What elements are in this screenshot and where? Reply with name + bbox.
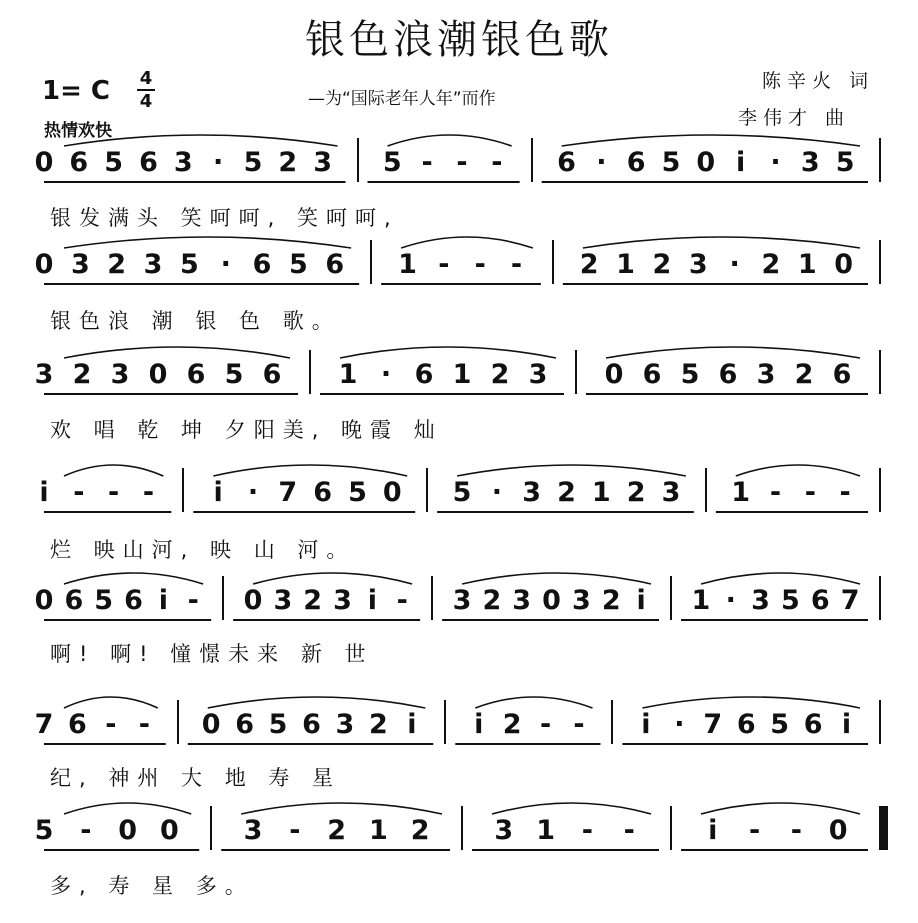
barline: [210, 806, 212, 850]
note: 3: [34, 359, 54, 390]
note: ·: [247, 477, 259, 508]
note: 2: [652, 249, 672, 280]
note: 6: [302, 709, 321, 740]
note: 3: [452, 585, 472, 616]
barline: [531, 138, 533, 182]
note: 3: [173, 147, 193, 178]
note: 6: [718, 359, 738, 390]
note: -: [539, 709, 552, 740]
barline: [879, 576, 881, 620]
note: 3: [243, 815, 263, 846]
barline: [370, 240, 372, 284]
note: 5: [348, 477, 367, 508]
note: -: [187, 585, 199, 616]
barline: [879, 806, 888, 850]
note: 3: [688, 249, 708, 280]
tempo-marking: 热情欢快: [44, 121, 112, 141]
note: ·: [491, 477, 502, 508]
slur-arc: [462, 573, 651, 584]
note: i: [641, 709, 651, 740]
note: i: [736, 147, 746, 178]
barline: [177, 700, 179, 744]
note: 5: [382, 147, 402, 178]
slur-arc: [457, 465, 686, 476]
note: ·: [213, 147, 224, 178]
note: i: [367, 585, 378, 616]
note: -: [73, 477, 85, 508]
barline: [705, 468, 707, 512]
note: 1: [536, 815, 555, 846]
slur-arc: [736, 465, 860, 476]
barline: [879, 240, 881, 284]
note: 6: [736, 709, 756, 740]
note: 3: [143, 249, 163, 280]
barline: [309, 350, 311, 394]
note: ·: [380, 359, 392, 390]
note: 3: [335, 709, 355, 740]
meter-denominator: 4: [139, 91, 153, 112]
note: -: [573, 709, 585, 740]
note: -: [142, 477, 155, 508]
note: 0: [382, 477, 402, 508]
note: i: [708, 815, 718, 846]
note: ·: [674, 709, 685, 740]
note: i: [158, 585, 169, 616]
note: i: [407, 709, 417, 740]
note: 6: [139, 147, 158, 178]
note: 5: [289, 249, 308, 280]
slur-arc: [64, 347, 290, 358]
slur-arc: [64, 465, 163, 476]
note: 2: [579, 249, 599, 280]
note: 6: [642, 359, 662, 390]
note: 2: [482, 585, 502, 616]
slur-arc: [388, 135, 512, 146]
note: 0: [696, 147, 716, 178]
barline: [182, 468, 184, 512]
note: 3: [313, 147, 333, 178]
note: -: [581, 815, 593, 846]
note: 2: [794, 359, 814, 390]
note: 2: [410, 815, 430, 846]
barline: [670, 576, 672, 620]
note: -: [748, 815, 761, 846]
note: 2: [72, 359, 92, 390]
note: i: [474, 709, 484, 740]
lyric-line: 欢 唱 乾 坤 夕阳美, 晚霞 灿: [50, 418, 443, 442]
note: 3: [70, 249, 90, 280]
note: 2: [557, 477, 576, 508]
lyric-line: 银色浪 潮 银 色 歌。: [50, 309, 341, 333]
lyric-line: 银发满头 笑呵呵, 笑呵呵,: [50, 206, 399, 230]
note: i: [213, 477, 223, 508]
note: ·: [725, 585, 736, 616]
note: 1: [797, 249, 817, 280]
note: 0: [243, 585, 263, 616]
meter-numerator: 4: [139, 68, 153, 89]
note: -: [474, 249, 486, 280]
lyric-line: 啊! 啊! 憧憬未来 新 世: [50, 642, 374, 666]
note: -: [289, 815, 301, 846]
note: 2: [490, 359, 510, 390]
lyric-line: 烂 映山河, 映 山 河。: [50, 538, 356, 562]
note: 0: [148, 359, 168, 390]
note: 2: [303, 585, 323, 616]
note: 5: [661, 147, 681, 178]
note: 6: [626, 147, 646, 178]
note: -: [105, 709, 117, 740]
barline: [222, 576, 224, 620]
barline: [444, 700, 446, 744]
note: 3: [661, 477, 681, 508]
note: -: [769, 477, 782, 508]
note: 5: [34, 815, 54, 846]
slur-arc: [606, 347, 860, 358]
note: 3: [512, 585, 532, 616]
note: 3: [800, 147, 820, 178]
note: 6: [414, 359, 434, 390]
note: 3: [494, 815, 514, 846]
barline: [575, 350, 577, 394]
note: 5: [224, 359, 244, 390]
note: 1: [338, 359, 358, 390]
note: 0: [34, 147, 54, 178]
slur-arc: [701, 573, 860, 584]
lyricist-credit: 陈辛火 词: [762, 70, 875, 92]
note: -: [790, 815, 802, 846]
note: -: [396, 585, 408, 616]
note: 6: [235, 709, 255, 740]
note: 5: [94, 585, 114, 616]
note: 7: [840, 585, 860, 616]
song-title: 银色浪潮银色歌: [305, 17, 613, 63]
note: ·: [729, 249, 740, 280]
note: -: [80, 815, 92, 846]
note: 1: [691, 585, 711, 616]
time-signature: [136, 68, 156, 112]
slur-arc: [213, 465, 407, 476]
barline: [879, 700, 881, 744]
slur-arc: [64, 573, 203, 584]
lyric-line: 纪, 神州 大 地 寿 星: [50, 766, 342, 790]
note: 7: [278, 477, 298, 508]
slur-arc: [64, 803, 191, 814]
note: 1: [616, 249, 635, 280]
slur-arc: [492, 803, 651, 814]
note: 2: [601, 585, 621, 616]
note: 1: [591, 477, 611, 508]
note: 2: [278, 147, 298, 178]
composer-credit: 李伟才 曲: [738, 107, 851, 129]
note: 0: [118, 815, 137, 846]
note: 6: [557, 147, 576, 178]
note: 6: [810, 585, 830, 616]
note: 0: [159, 815, 179, 846]
barline: [611, 700, 613, 744]
note: 6: [325, 249, 345, 280]
note: 2: [626, 477, 646, 508]
note: 0: [34, 249, 54, 280]
slur-arc: [253, 573, 412, 584]
note: 0: [34, 585, 54, 616]
note: i: [636, 585, 646, 616]
note: -: [438, 249, 450, 280]
note: -: [510, 249, 523, 280]
note: 5: [243, 147, 263, 178]
note: 5: [179, 249, 199, 280]
note: 1: [731, 477, 751, 508]
note: i: [39, 477, 49, 508]
slur-arc: [241, 803, 442, 814]
note: 6: [69, 147, 89, 178]
note: -: [839, 477, 851, 508]
note: 5: [770, 709, 790, 740]
note: 3: [751, 585, 770, 616]
note: -: [456, 147, 468, 178]
note: 6: [313, 477, 333, 508]
note: -: [108, 477, 120, 508]
note: 1: [452, 359, 472, 390]
note: 5: [452, 477, 472, 508]
barline: [879, 468, 881, 512]
note: i: [841, 709, 852, 740]
note: 2: [761, 249, 781, 280]
slur-arc: [64, 697, 158, 708]
note: 6: [124, 585, 143, 616]
note: 7: [703, 709, 723, 740]
note: -: [804, 477, 816, 508]
barline: [552, 240, 554, 284]
note: 0: [604, 359, 624, 390]
note: 3: [333, 585, 352, 616]
slur-arc: [475, 697, 592, 708]
note: 3: [522, 477, 542, 508]
barline: [357, 138, 359, 182]
barline: [431, 576, 433, 620]
note: -: [421, 147, 433, 178]
note: 0: [828, 815, 848, 846]
note: 5: [781, 585, 800, 616]
note: 0: [201, 709, 221, 740]
note: 2: [368, 709, 388, 740]
note: 3: [110, 359, 130, 390]
slur-arc: [701, 803, 860, 814]
note: 2: [327, 815, 346, 846]
note: 2: [107, 249, 127, 280]
barline: [461, 806, 463, 850]
subtitle: —为“国际老年人年”而作: [308, 89, 496, 109]
note: 3: [273, 585, 293, 616]
barline: [879, 350, 881, 394]
note: 3: [756, 359, 776, 390]
note: 6: [252, 249, 272, 280]
lyric-line: 多, 寿 星 多。: [50, 874, 254, 898]
note: 3: [528, 359, 548, 390]
slur-arc: [642, 697, 860, 708]
note: 1: [398, 249, 417, 280]
slur-arc: [401, 237, 533, 248]
note: 6: [803, 709, 823, 740]
note: 0: [834, 249, 854, 280]
note: 6: [262, 359, 282, 390]
slur-arc: [340, 347, 556, 358]
barline: [879, 138, 881, 182]
note: 7: [34, 709, 54, 740]
note: 0: [542, 585, 561, 616]
note: 6: [186, 359, 206, 390]
note: 2: [502, 709, 522, 740]
note: -: [623, 815, 635, 846]
slur-arc: [64, 237, 351, 248]
barline: [670, 806, 672, 850]
note: ·: [220, 249, 231, 280]
slur-arc: [562, 135, 860, 146]
slur-arc: [208, 697, 426, 708]
note: 5: [680, 359, 700, 390]
note: 6: [64, 585, 84, 616]
note: 5: [268, 709, 288, 740]
note: -: [491, 147, 503, 178]
note: ·: [596, 147, 607, 178]
note: 3: [572, 585, 591, 616]
note: 1: [368, 815, 388, 846]
note: 6: [832, 359, 852, 390]
note: ·: [770, 147, 781, 178]
note: 5: [104, 147, 124, 178]
note: 6: [68, 709, 87, 740]
note: -: [138, 709, 150, 740]
note: 5: [835, 147, 855, 178]
slur-arc: [583, 237, 860, 248]
barline: [426, 468, 428, 512]
key-signature: 1= C: [42, 76, 111, 106]
